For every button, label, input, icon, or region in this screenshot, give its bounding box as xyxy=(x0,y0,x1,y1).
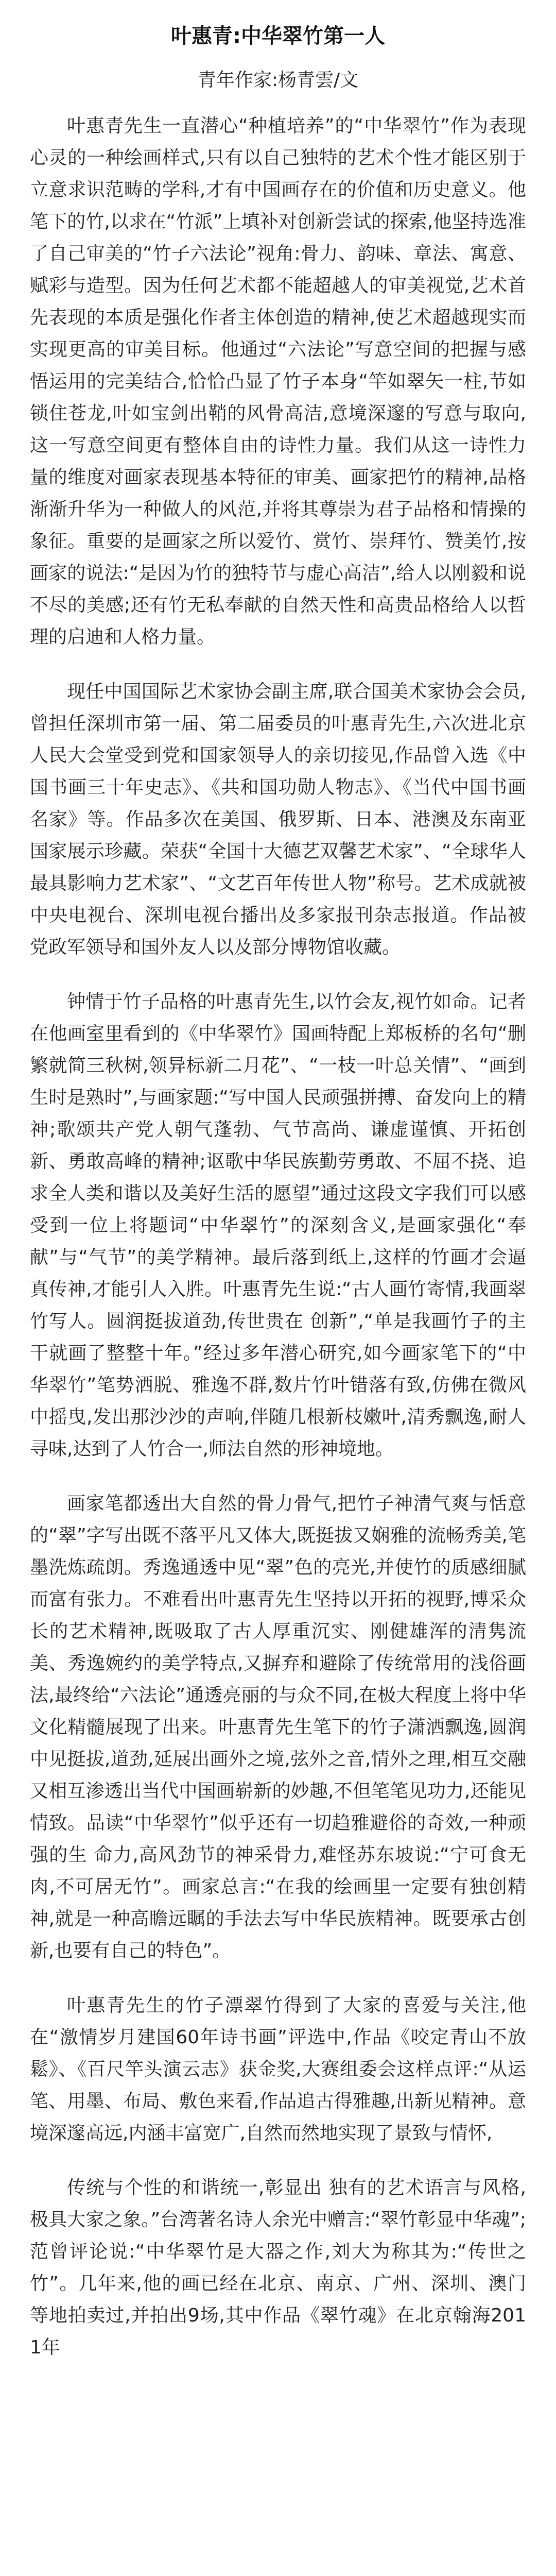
article-paragraph-3: 钟情于竹子品格的叶惠青先生,以竹会友,视竹如命。记者在他画室里看到的《中华翠竹》国画特配上郑板桥的名句“删繁就简三秋树,领异标新二月花”、“一枝一叶总关情”、“画到生时是熟时”,与画家题:“写中国人民顽强拼搏、奋发向上的精神;歌颂共产党人朝气蓬勃、气节高尚、谦虚谨慎、开拓创新、勇敢高峰的精神;讴歌中华民族勤劳勇敢、不屈不挠、追求全人类和谐以及美好生活的愿望”通过这段文字我们可以感受到一位上将题词“中华翠竹”的深刻含义,是画家强化“奉献”与“气节”的美学精神。最后落到纸上,这样的竹画才会逼真传神,才能引人入胜。叶惠青先生说:“古人画竹寄情,我画翠竹写人。圆润挺拔道劲,传世贵在 创新”,“单是我画竹子的主干就画了整整十年。”经过多年潜心研究,如今画家笔下的“中华翠竹”笔势洒脱、雅逸不群,数片竹叶错落有致,仿佛在微风中摇曳,发出那沙沙的声响,伴随几根新枝嫩叶,清秀飘逸,耐人寻味,达到了人竹合一,师法自然的形神境地。 xyxy=(30,991,526,1460)
article-title: 叶惠青:中华翠竹第一人 xyxy=(171,24,385,48)
article-paragraph-6: 传统与个性的和谐统一,彰显出 独有的艺术语言与风格,极具大家之象。”台湾著名诗人余光中赠言:“翠竹彰显中华魂”;范曾评论说:“中华翠竹是大器之作,刘大为称其为:“传世之竹”。几年来,他的画已经在北京、南京、广州、深圳、澳门等地拍卖过,并拍出9场,其中作品《翠竹魂》在北京翰海2011年 xyxy=(30,2177,526,2358)
article-paragraph-1: 叶惠青先生一直潜心“种植培养”的“中华翠竹”作为表现心灵的一种绘画样式,只有以自己独特的艺术个性才能区别于立意求识范畴的学科,才有中国画存在的价值和历史意义。他笔下的竹,以求在“竹派”上填补对创新尝试的探索,他坚持选准了自己审美的“竹子六法论”视角:骨力、韵味、章法、寓意、赋彩与造型。因为任何艺术都不能超越人的审美视觉,艺术首先表现的本质是强化作者主体创造的精神,使艺术超越现实而实现更高的审美目标。他通过“六法论”写意空间的把握与感悟运用的完美结合,恰恰凸显了竹子本身“竿如翠矢一柱,节如锁住苍龙,叶如宝剑出鞘的风骨高洁,意境深邃的写意与取向,这一写意空间更有整体自由的诗性力量。我们从这一诗性力量的维度对画家表现基本特征的审美、画家把竹的精神,品格渐渐升华为一种做人的风范,并将其尊崇为君子品格和情操的象征。重要的是画家之所以爱竹、赏竹、崇拜竹、赞美竹,按画家的说法:“是因为竹的独特节与虚心高洁”,给人以刚毅和说不尽的美感;还有竹无私奉献的自然天性和高贵品格给人以哲理的启迪和人格力量。 xyxy=(30,115,526,648)
article-paragraph-5: 叶惠青先生的竹子漂翠竹得到了大家的喜爱与关注,他在“激情岁月建国60年诗书画”评选中,作品《咬定青山不放鬆》、《百尺竿头演云志》获金奖,大赛组委会这样点评:“从运笔、用墨、布局、敷色来看,作品追古得雅趣,出新见精神。意境深邃高远,内涵丰富宽广,自然而然地实现了景致与情怀, xyxy=(30,1995,526,2144)
article-paragraph-4: 画家笔都透出大自然的骨力骨气,把竹子神清气爽与恬意的“翠”字写出既不落平凡又体大,既挺拔又娴雅的流畅秀美,笔墨洗炼疏朗。秀逸通透中见“翠”色的亮光,并使竹的质感细腻而富有张力。不难看出叶惠青先生坚持以开拓的视野,博采众长的艺术精神,既吸取了古人厚重沉实、刚健雄浑的清隽流美、秀逸婉约的美学特点,又摒弃和避除了传统常用的浅俗画法,最终给“六法论”通透亮丽的与众不同,在极大程度上将中华文化精髓展现了出来。叶惠青先生笔下的竹子潇洒飘逸,圆润中见挺拔,道劲,延展出画外之境,弦外之音,情外之理,相互交融又相互渗透出当代中国画崭新的妙趣,不但笔笔见功力,还能见情致。品读“中华翠竹”似乎还有一切趋雅避俗的奇效,一种顽强的生 命力,高风劲节的神采骨力,难怪苏东坡说:“宁可食无肉,不可居无竹”。画家总言:“在我的绘画里一定要有独创精神,就是一种高瞻远瞩的手法去写中华民族精神。既要承古创新,也要有自己的特色”。 xyxy=(30,1493,526,1961)
article-paragraph-2: 现任中国国际艺术家协会副主席,联合国美术家协会会员,曾担任深圳市第一届、第二届委员的叶惠青先生,六次进北京人民大会堂受到党和国家领导人的亲切接见,作品曾入选《中国书画三十年史志》、《共和国功勋人物志》、《当代中国书画名家》等。作品多次在美国、俄罗斯、日本、港澳及东南亚国家展示珍藏。荣获“全国十大德艺双馨艺术家”、“全球华人最具影响力艺术家”、“文艺百年传世人物”称号。艺术成就被中央电视台、深圳电视台播出及多家报刊杂志报道。作品被党政军领导和国外友人以及部分博物馆收藏。 xyxy=(30,681,526,958)
article-author: 青年作家:杨青雲/文 xyxy=(197,70,359,91)
